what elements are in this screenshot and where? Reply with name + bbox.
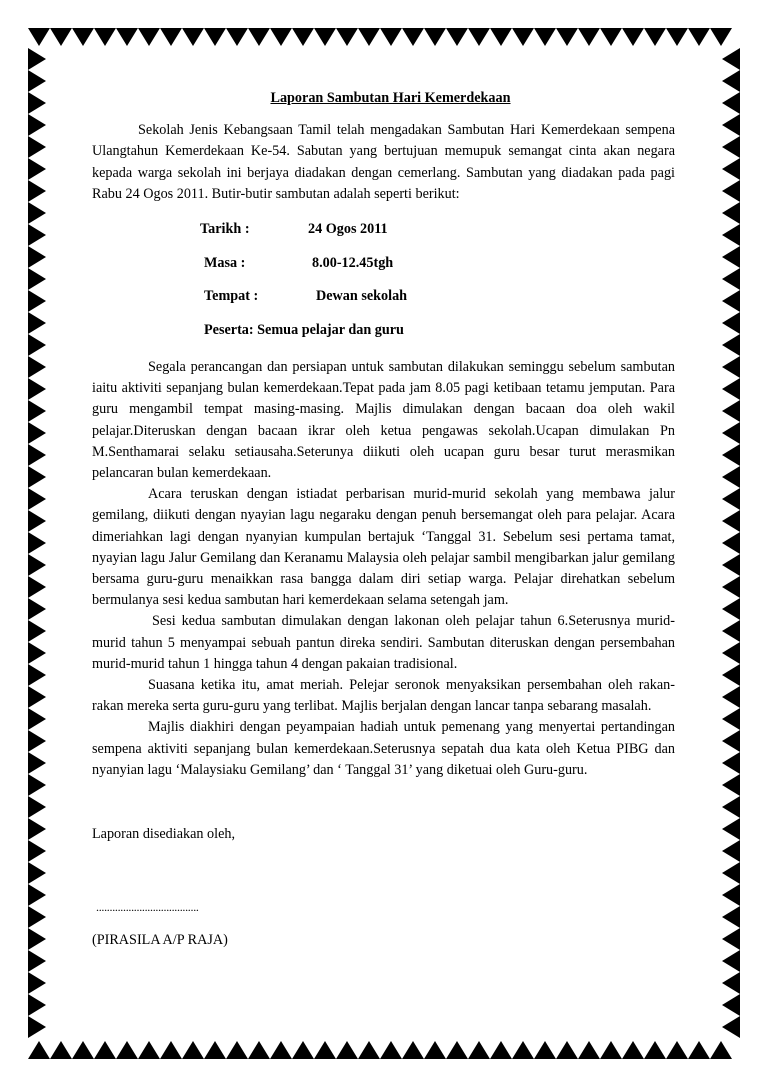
report-title: Laporan Sambutan Hari Kemerdekaan	[270, 90, 511, 106]
body-paragraph-2: Acara teruskan dengan istiadat perbarisan murid-murid sekolah yang membawa jalur gemilang, diikuti dengan nyayian lagu negaraku dengan penuh bersemangat oleh para pelajar. Acara dimeriahkan lagi dengan nyanyian kumpulan bertajuk ‘Tanggal 31. Sebelum sesi pertama tamat, nyayian lagu Jalur Gemilang dan Keranamu Malaysia oleh pelajar sambil mengibarkan jalur gemilang bersama guru-guru menaikkan rasa bangga dalam diri setiap warga. Pelajar direhatkan sebelum bermulanya sesi kedua sambutan hari kemerdekaan selama setengah jam.	[92, 486, 675, 609]
place-row	[92, 280, 675, 314]
time-value: 8.00-12.45tgh	[312, 254, 394, 271]
time-label: Masa :	[204, 254, 246, 271]
signature-line: ......................................	[96, 900, 199, 915]
author-name: (PIRASILA A/P RAJA)	[92, 932, 228, 949]
time-row	[92, 247, 675, 281]
body-paragraph-3: Sesi kedua sambutan dimulakan dengan lakonan oleh pelajar tahun 6.Seterusnya murid-murid tahun 5 menyampai sebuah pantun direka sendiri. Sambutan diteruskan dengan persembahan murid-murid tahun 1 hingga tahun 4 dengan pakaian tradisional.	[92, 613, 675, 672]
body-paragraph-1: Segala perancangan dan persiapan untuk sambutan dilakukan seminggu sebelum sambutan iaitu aktiviti sepanjang bulan kemerdekaan.Tepat pada jam 8.05 pagi ketibaan tetamu jemputan. Para guru mengambil tempat masing-masing. Majlis dimulakan dengan bacaan doa oleh wakil pelajar.Diteruskan dengan bacaan ikrar oleh ketua pengawas sekolah.Ucapan dimulakan Pn M.Senthamarai selaku setiausaha.Seterunya diikuti oleh ucapan guru besar turut merasmikan pelancaran bulan kemerdekaan.	[92, 359, 675, 482]
place-value: Dewan sekolah	[316, 288, 408, 305]
prepared-by-text: Laporan disediakan oleh,	[92, 826, 236, 843]
participants-text: Peserta: Semua pelajar dan guru	[204, 321, 404, 338]
participants-row	[92, 314, 675, 348]
date-row	[92, 213, 675, 247]
date-value: 24 Ogos 2011	[308, 221, 388, 238]
event-details	[92, 213, 675, 347]
date-label: Tarikh :	[200, 221, 250, 238]
body-paragraph-5: Majlis diakhiri dengan peyampaian hadiah untuk pemenang yang menyertai pertandingan sempena aktiviti sepanjang bulan kemerdekaan.Seterusnya sepatah dua kata oleh Ketua PIBG dan nyanyian lagu ‘Malaysiaku Gemilang’ dan ‘ Tanggal 31’ yang diketuai oleh Guru-guru.	[92, 719, 675, 778]
place-label: Tempat :	[204, 288, 259, 305]
signature-block	[92, 824, 675, 952]
document-page	[92, 88, 675, 952]
body-paragraph-4: Suasana ketika itu, amat meriah. Pelejar seronok menyaksikan persembahan oleh rakan-rakan mereka serta guru-guru yang terlibat. Majlis berjalan dengan lancar tanpa sebarang masalah.	[92, 677, 675, 715]
intro-paragraph: Sekolah Jenis Kebangsaan Tamil telah mengadakan Sambutan Hari Kemerdekaan sempena Ulangtahun Kemerdekaan Ke-54. Sabutan yang bertujuan memupuk semangat cinta akan negara kepada warga sekolah ini berjaya diadakan dengan cemerlang. Sambutan yang diadakan pada pagi Rabu 24 Ogos 2011. Butir-butir sambutan adalah seperti berikut:	[92, 122, 675, 202]
